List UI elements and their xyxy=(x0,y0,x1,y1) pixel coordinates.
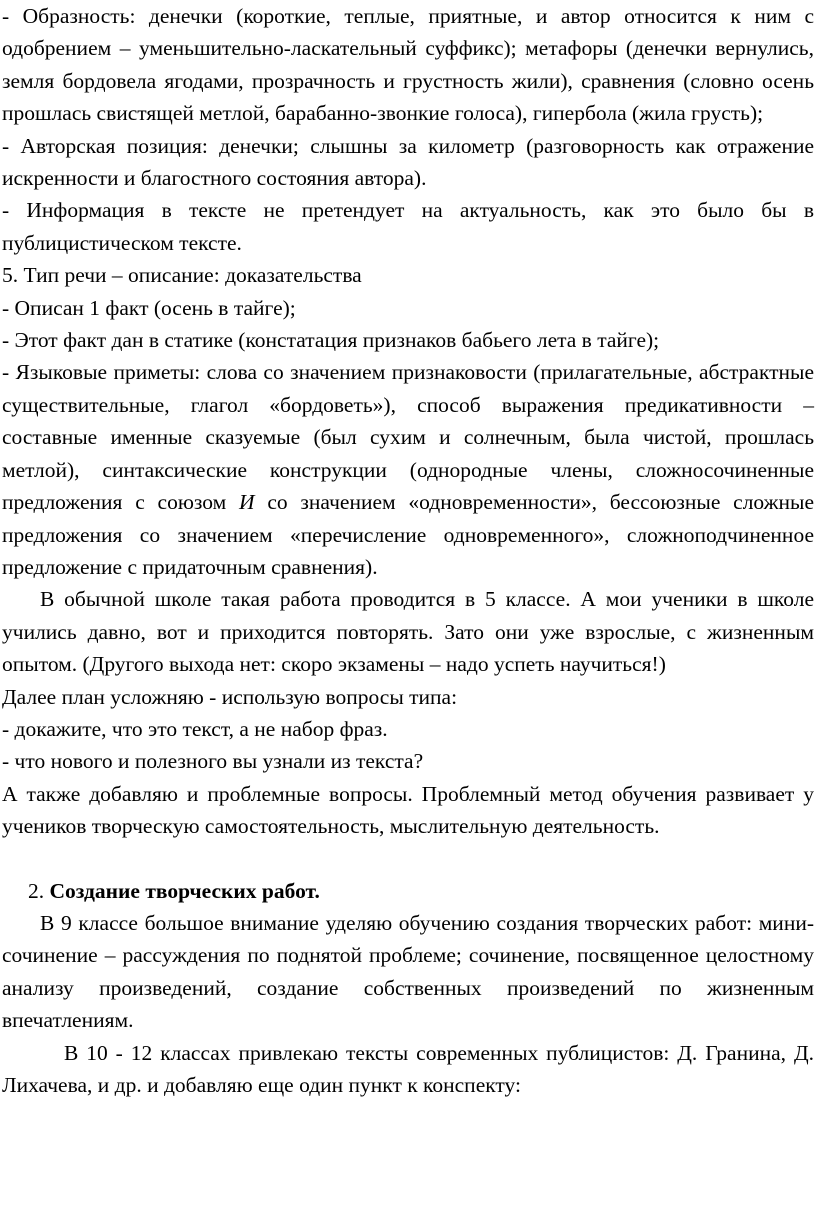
paragraph-question-2: - что нового и полезного вы узнали из текста? xyxy=(2,749,424,774)
language-features-text-a: - Языковые приметы: слова со значением признаковости (прилагательные, абстрактные существительные, глагол «бордоветь»), способ выражения предикативности – составные именные сказуемые (был сухим и солнечным, была чистой, прошлась метлой), синтаксические конструкции (однородные члены, сложносочиненные предложения с союзом xyxy=(2,360,814,515)
paragraph-grade-9: В 9 классе большое внимание уделяю обучению создания творческих работ: мини-сочинение – рассуждения по поднятой проблеме; сочинение, посвященное целостному анализу произведений, создание собственных произведений по жизненным впечатлениям. xyxy=(2,910,814,1033)
section-heading-title: Создание творческих работ. xyxy=(49,878,320,903)
paragraph-language-features xyxy=(2,356,814,583)
paragraph-problem-questions: А также добавляю и проблемные вопросы. Проблемный метод обучения развивает у учеников творческую самостоятельность, мыслительную деятельность. xyxy=(2,781,814,839)
blank-line xyxy=(2,843,814,875)
paragraph-question-1: - докажите, что это текст, а не набор фраз. xyxy=(2,716,388,741)
conjunction-italic: И xyxy=(239,490,255,515)
section-heading xyxy=(2,875,814,907)
section-heading-number: 2. xyxy=(28,878,50,903)
paragraph-author-position: - Авторская позиция: денечки; слышны за километр (разговорность как отражение искренности и благостного состояния автора). xyxy=(2,133,814,191)
paragraph-imagery: - Образность: денечки (короткие, теплые, приятные, и автор относится к ним с одобрением – уменьшительно-ласкательный суффикс); метафоры (денечки вернулись, земля бордовела ягодами, прозрачность и грустность жили), сравнения (словно осень прошлась свистящей метлой, барабанно-звонкие голоса), гипербола (жила грусть); xyxy=(2,4,814,126)
language-features-text-b: со значением «одновременности», бессоюзные сложные предложения со значением «перечисление одновременного», сложноподчиненное предложение с придаточным сравнения). xyxy=(2,490,814,579)
paragraph-grade-10-12: В 10 - 12 классах привлекаю тексты современных публицистов: Д. Гранина, Д. Лихачева, и др. и добавляю еще один пункт к конспекту: xyxy=(2,1040,814,1097)
paragraph-statics: - Этот факт дан в статике (констатация признаков бабьего лета в тайге); xyxy=(2,328,660,353)
paragraph-plan: Далее план усложняю - использую вопросы типа: xyxy=(2,684,458,709)
document-page xyxy=(2,0,814,1101)
paragraph-fact: - Описан 1 факт (осень в тайге); xyxy=(2,295,296,320)
paragraph-speech-type: 5. Тип речи – описание: доказательства xyxy=(2,263,362,288)
paragraph-regular-school: В обычной школе такая работа проводится в 5 классе. А мои ученики в школе учились давно, вот и приходится повторять. Зато они уже взрослые, с жизненным опытом. (Другого выхода нет: скоро экзамены – надо успеть научиться!) xyxy=(2,587,814,677)
paragraph-information: - Информация в тексте не претендует на актуальность, как это было бы в публицистическом тексте. xyxy=(2,198,814,255)
